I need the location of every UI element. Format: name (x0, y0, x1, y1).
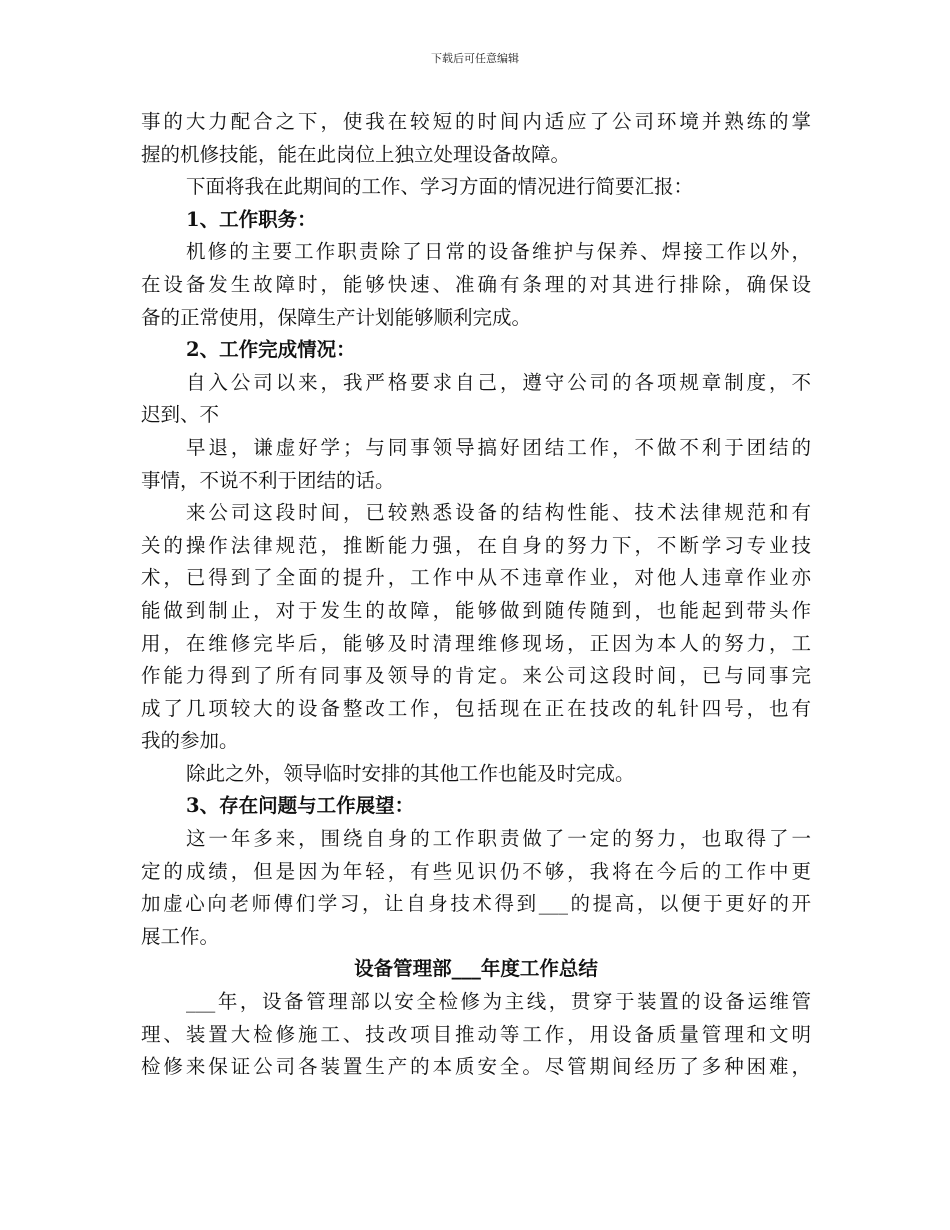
body-line: 关的操作法律规范，推断能力强，在自身的努力下，不断学习专业技 (141, 533, 811, 557)
section-heading: 2、工作完成情况： (186, 338, 356, 362)
page-header: 下载后可任意编辑 (431, 52, 519, 65)
body-line: 用，在维修完毕后，能够及时清理维修现场，正因为本人的努力，工 (141, 631, 811, 655)
body-line: 下面将我在此期间的工作、学习方面的情况进行简要汇报： (186, 175, 694, 199)
body-line: 事的大力配合之下，使我在较短的时间内适应了公司环境并熟练的掌 (141, 110, 811, 133)
body-line: 握的机修技能，能在此岗位上独立处理设备故障。 (141, 142, 571, 166)
body-line: 除此之外，领导临时安排的其他工作也能及时完成。 (186, 761, 635, 785)
body-line: 事情，不说不利于团结的话。 (141, 468, 395, 492)
body-line: 这一年多来，围绕自身的工作职责做了一定的努力，也取得了一 (186, 827, 811, 851)
body-line: 定的成绩，但是因为年轻，有些见识仍不够，我将在今后的工作中更 (141, 859, 811, 883)
body-line: 术，已得到了全面的提升，工作中从不违章作业，对他人违章作业亦 (141, 566, 811, 590)
document-title: 设备管理部___年度工作总结 (354, 957, 598, 981)
document-body (141, 106, 811, 1084)
body-line: 早退，谦虚好学；与同事领导搞好团结工作，不做不利于团结的 (186, 435, 811, 459)
body-line: 理、装置大检修施工、技改项目推动等工作，用设备质量管理和文明 (141, 1022, 811, 1046)
body-line: 来公司这段时间，已较熟悉设备的结构性能、技术法律规范和有 (186, 501, 811, 525)
body-line: 在设备发生故障时，能够快速、准确有条理的对其进行排除，确保设 (141, 272, 811, 296)
body-line: 备的正常使用，保障生产计划能够顺利完成。 (141, 305, 532, 329)
body-line: 我的参加。 (141, 729, 239, 753)
body-line: 检修来保证公司各装置生产的本质安全。尽管期间经历了多种困难， (141, 1055, 811, 1079)
section-heading: 1、工作职务： (186, 207, 317, 231)
body-line: ___年，设备管理部以安全检修为主线，贯穿于装置的设备运维管 (186, 990, 811, 1014)
body-line: 能做到制止，对于发生的故障，能够做到随传随到，也能起到带头作 (141, 598, 811, 622)
body-line: 展工作。 (141, 924, 220, 948)
body-line: 迟到、不 (141, 403, 220, 427)
section-heading: 3、存在问题与工作展望： (186, 794, 415, 818)
body-line: 加虚心向老师傅们学习，让自身技术得到___的提高，以便于更好的开 (141, 892, 811, 916)
body-line: 成了几项较大的设备整改工作，包括现在正在技改的轧针四号，也有 (141, 696, 811, 720)
body-line: 自入公司以来，我严格要求自己，遵守公司的各项规章制度，不 (186, 370, 811, 394)
body-line: 机修的主要工作职责除了日常的设备维护与保养、焊接工作以外， (186, 240, 811, 264)
body-line: 作能力得到了所有同事及领导的肯定。来公司这段时间，已与同事完 (141, 664, 811, 688)
